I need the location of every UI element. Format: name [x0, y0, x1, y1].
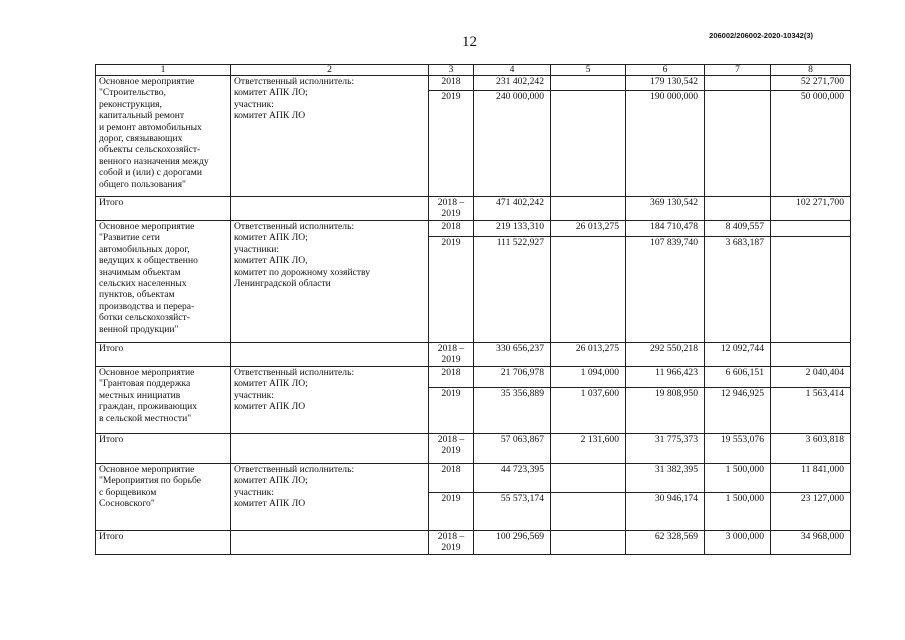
amount-c8: 1 563,414 — [771, 388, 851, 434]
total-c6: 292 550,218 — [626, 343, 705, 367]
activity-name: Основное мероприятие "Строительство, реконструкция, капитальный ремонт и ремонт автомобильных дорог, связывающих объекты сельскохозяйст- венного назначения между собой и (или) с дорогами общего пользования" — [96, 76, 231, 197]
total-executor-empty — [231, 434, 429, 464]
total-c8 — [771, 343, 851, 367]
year-cell: 2018 – 2019 — [429, 531, 474, 555]
year-row — [96, 76, 851, 91]
total-c7: 12 092,744 — [705, 343, 771, 367]
activity-name: Основное мероприятие "Мероприятия по борьбе с борщевиком Сосновского" — [96, 464, 231, 531]
total-executor-empty — [231, 343, 429, 367]
year-cell: 2018 — [429, 76, 474, 91]
amount-c7: 12 946,925 — [705, 388, 771, 434]
total-c8: 3 603,818 — [771, 434, 851, 464]
total-label: Итого — [96, 531, 231, 555]
total-c8: 34 968,000 — [771, 531, 851, 555]
total-row — [96, 531, 851, 555]
column-number: 8 — [771, 65, 851, 76]
total-label: Итого — [96, 343, 231, 367]
amount-c6: 190 000,000 — [626, 91, 705, 197]
total-c5: 26 013,275 — [551, 343, 626, 367]
column-number: 6 — [626, 65, 705, 76]
column-number: 1 — [96, 65, 231, 76]
amount-c4: 21 706,978 — [474, 367, 551, 388]
amount-c7: 8 409,557 — [705, 221, 771, 237]
year-cell: 2018 — [429, 221, 474, 237]
amount-c5 — [551, 464, 626, 493]
total-executor-empty — [231, 531, 429, 555]
executor-cell: Ответственный исполнитель: комитет АПК ЛО; участник: комитет АПК ЛО — [231, 76, 429, 197]
amount-c4: 240 000,000 — [474, 91, 551, 197]
amount-c6: 107 839,740 — [626, 237, 705, 343]
year-cell: 2018 — [429, 464, 474, 493]
amount-c7 — [705, 76, 771, 91]
executor-cell: Ответственный исполнитель: комитет АПК ЛО; участник: комитет АПК ЛО — [231, 464, 429, 531]
amount-c4: 111 522,927 — [474, 237, 551, 343]
year-cell: 2018 – 2019 — [429, 434, 474, 464]
total-c4: 57 063,867 — [474, 434, 551, 464]
amount-c8: 23 127,000 — [771, 493, 851, 531]
amount-c4: 55 573,174 — [474, 493, 551, 531]
amount-c7: 1 500,000 — [705, 493, 771, 531]
amount-c6: 31 382,395 — [626, 464, 705, 493]
year-row — [96, 221, 851, 237]
amount-c7: 6 606,151 — [705, 367, 771, 388]
total-row — [96, 434, 851, 464]
total-executor-empty — [231, 197, 429, 221]
total-c5 — [551, 197, 626, 221]
budget-table — [95, 64, 851, 555]
amount-c8: 2 040,404 — [771, 367, 851, 388]
total-c6: 369 130,542 — [626, 197, 705, 221]
amount-c8 — [771, 221, 851, 237]
amount-c6: 19 808,950 — [626, 388, 705, 434]
column-number: 5 — [551, 65, 626, 76]
document-id: 206002/206002-2020-10342(3) — [709, 31, 813, 40]
amount-c5: 26 013,275 — [551, 221, 626, 237]
total-c4: 330 656,237 — [474, 343, 551, 367]
column-number: 4 — [474, 65, 551, 76]
amount-c4: 231 402,242 — [474, 76, 551, 91]
amount-c7: 1 500,000 — [705, 464, 771, 493]
executor-cell: Ответственный исполнитель: комитет АПК ЛО; участник: комитет АПК ЛО — [231, 367, 429, 434]
column-number: 3 — [429, 65, 474, 76]
executor-cell: Ответственный исполнитель: комитет АПК ЛО; участники: комитет АПК ЛО, комитет по дорожному хозяйству Ленинградской области — [231, 221, 429, 343]
activity-name: Основное мероприятие "Грантовая поддержка местных инициатив граждан, проживающих в сельской местности" — [96, 367, 231, 434]
total-label: Итого — [96, 197, 231, 221]
activity-name: Основное мероприятие "Развитие сети автомобильных дорог, ведущих к общественно значимым объектам сельских населенных пунктов, объектам производства и перера- ботки сельскохозяйст- венной продукции" — [96, 221, 231, 343]
amount-c8: 52 271,700 — [771, 76, 851, 91]
amount-c4: 219 133,310 — [474, 221, 551, 237]
year-cell: 2019 — [429, 91, 474, 197]
amount-c5 — [551, 76, 626, 91]
amount-c5 — [551, 493, 626, 531]
year-cell: 2019 — [429, 388, 474, 434]
column-number-row — [96, 65, 851, 76]
total-c6: 31 775,373 — [626, 434, 705, 464]
amount-c8: 11 841,000 — [771, 464, 851, 493]
amount-c8: 50 000,000 — [771, 91, 851, 197]
amount-c5: 1 037,600 — [551, 388, 626, 434]
year-cell: 2019 — [429, 237, 474, 343]
amount-c5 — [551, 237, 626, 343]
total-c6: 62 328,569 — [626, 531, 705, 555]
year-row — [96, 464, 851, 493]
amount-c4: 44 723,395 — [474, 464, 551, 493]
total-c5 — [551, 531, 626, 555]
year-cell: 2018 – 2019 — [429, 197, 474, 221]
total-c8: 102 271,700 — [771, 197, 851, 221]
year-row — [96, 367, 851, 388]
amount-c5: 1 094,000 — [551, 367, 626, 388]
total-row — [96, 197, 851, 221]
amount-c6: 184 710,478 — [626, 221, 705, 237]
total-c7: 19 553,076 — [705, 434, 771, 464]
amount-c7: 3 683,187 — [705, 237, 771, 343]
total-c7 — [705, 197, 771, 221]
total-row — [96, 343, 851, 367]
total-c4: 100 296,569 — [474, 531, 551, 555]
year-cell: 2019 — [429, 493, 474, 531]
amount-c7 — [705, 91, 771, 197]
total-c4: 471 402,242 — [474, 197, 551, 221]
page-number: 12 — [462, 34, 477, 50]
amount-c6: 11 966,423 — [626, 367, 705, 388]
amount-c6: 30 946,174 — [626, 493, 705, 531]
amount-c8 — [771, 237, 851, 343]
amount-c4: 35 356,889 — [474, 388, 551, 434]
year-cell: 2018 – 2019 — [429, 343, 474, 367]
total-c7: 3 000,000 — [705, 531, 771, 555]
total-c5: 2 131,600 — [551, 434, 626, 464]
amount-c6: 179 130,542 — [626, 76, 705, 91]
total-label: Итого — [96, 434, 231, 464]
column-number: 7 — [705, 65, 771, 76]
year-cell: 2018 — [429, 367, 474, 388]
amount-c5 — [551, 91, 626, 197]
column-number: 2 — [231, 65, 429, 76]
